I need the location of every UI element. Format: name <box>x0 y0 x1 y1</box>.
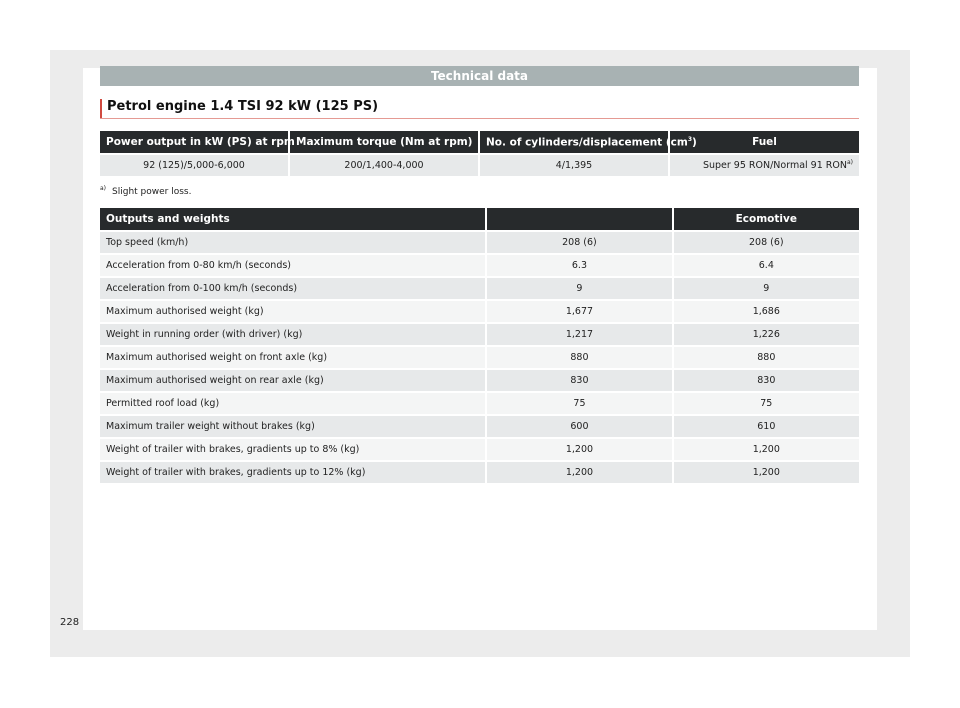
page-title: Petrol engine 1.4 TSI 92 kW (125 PS) <box>107 99 379 114</box>
table-row <box>100 416 859 437</box>
weights-cell-label: Weight of trailer with brakes, gradients up to 12% (kg) <box>100 462 485 483</box>
table-row <box>100 347 859 368</box>
weights-cell-standard: 830 <box>487 370 671 391</box>
weights-cell-label: Maximum authorised weight on front axle (kg) <box>100 347 485 368</box>
weights-cell-standard: 6.3 <box>487 255 671 276</box>
weights-header-standard <box>487 208 671 230</box>
weights-cell-label: Acceleration from 0-100 km/h (seconds) <box>100 278 485 299</box>
weights-cell-ecomotive: 208 (6) <box>674 232 859 253</box>
weights-cell-standard: 880 <box>487 347 671 368</box>
weights-cell-ecomotive: 6.4 <box>674 255 859 276</box>
weights-cell-label: Weight of trailer with brakes, gradients up to 8% (kg) <box>100 439 485 460</box>
table-row <box>100 393 859 414</box>
weights-cell-ecomotive: 830 <box>674 370 859 391</box>
engine-header-cylinders-sup: 3 <box>687 135 692 143</box>
weights-cell-standard: 1,200 <box>487 439 671 460</box>
footnote-text: Slight power loss. <box>112 187 192 197</box>
weights-cell-ecomotive: 1,200 <box>674 439 859 460</box>
weights-cell-standard: 1,200 <box>487 462 671 483</box>
page-number: 228 <box>60 617 80 628</box>
weights-cell-standard: 600 <box>487 416 671 437</box>
table-row <box>100 301 859 322</box>
engine-header-cylinders-close: ) <box>692 136 697 149</box>
weights-cell-standard: 75 <box>487 393 671 414</box>
weights-cell-ecomotive: 1,200 <box>674 462 859 483</box>
section-banner: Technical data <box>100 66 859 86</box>
title-accent-bar <box>100 99 102 119</box>
weights-cell-label: Maximum authorised weight (kg) <box>100 301 485 322</box>
title-underline <box>100 118 859 119</box>
table-row <box>100 278 859 299</box>
engine-header-fuel: Fuel <box>670 131 859 153</box>
engine-cell-fuel <box>670 155 859 176</box>
weights-cell-ecomotive: 1,686 <box>674 301 859 322</box>
weights-cell-standard: 1,677 <box>487 301 671 322</box>
weights-header-label: Outputs and weights <box>100 208 485 230</box>
engine-header-cylinders <box>480 131 697 153</box>
table-row <box>100 155 859 176</box>
engine-header-torque: Maximum torque (Nm at rpm) <box>290 131 478 153</box>
weights-header-ecomotive: Ecomotive <box>674 208 859 230</box>
weights-cell-ecomotive: 880 <box>674 347 859 368</box>
weights-cell-standard: 208 (6) <box>487 232 671 253</box>
weights-cell-standard: 9 <box>487 278 671 299</box>
engine-header-power: Power output in kW (PS) at rpm <box>100 131 288 153</box>
weights-cell-label: Maximum authorised weight on rear axle (kg) <box>100 370 485 391</box>
engine-cell-power: 92 (125)/5,000-6,000 <box>100 155 288 176</box>
weights-cell-ecomotive: 75 <box>674 393 859 414</box>
table-row <box>100 462 859 483</box>
table-row <box>100 370 859 391</box>
table-row <box>100 324 859 345</box>
engine-header-cylinders-text: No. of cylinders/displacement (cm <box>486 136 688 149</box>
weights-table <box>98 206 861 485</box>
engine-cell-fuel-text: Super 95 RON/Normal 91 RON <box>702 160 847 172</box>
table-row <box>100 232 859 253</box>
weights-cell-ecomotive: 1,226 <box>674 324 859 345</box>
weights-cell-standard: 1,217 <box>487 324 671 345</box>
engine-cell-torque: 200/1,400-4,000 <box>290 155 478 176</box>
engine-cell-cylinders: 4/1,395 <box>480 155 668 176</box>
footnote <box>100 185 191 197</box>
footnote-marker: a) <box>100 185 107 192</box>
engine-cell-fuel-sup: a) <box>846 159 853 167</box>
table-row <box>100 255 859 276</box>
weights-cell-ecomotive: 610 <box>674 416 859 437</box>
weights-cell-label: Acceleration from 0-80 km/h (seconds) <box>100 255 485 276</box>
weights-cell-label: Maximum trailer weight without brakes (kg) <box>100 416 485 437</box>
weights-cell-label: Permitted roof load (kg) <box>100 393 485 414</box>
weights-cell-label: Weight in running order (with driver) (kg) <box>100 324 485 345</box>
engine-table <box>98 129 861 178</box>
table-row <box>100 439 859 460</box>
weights-cell-ecomotive: 9 <box>674 278 859 299</box>
weights-cell-label: Top speed (km/h) <box>100 232 485 253</box>
